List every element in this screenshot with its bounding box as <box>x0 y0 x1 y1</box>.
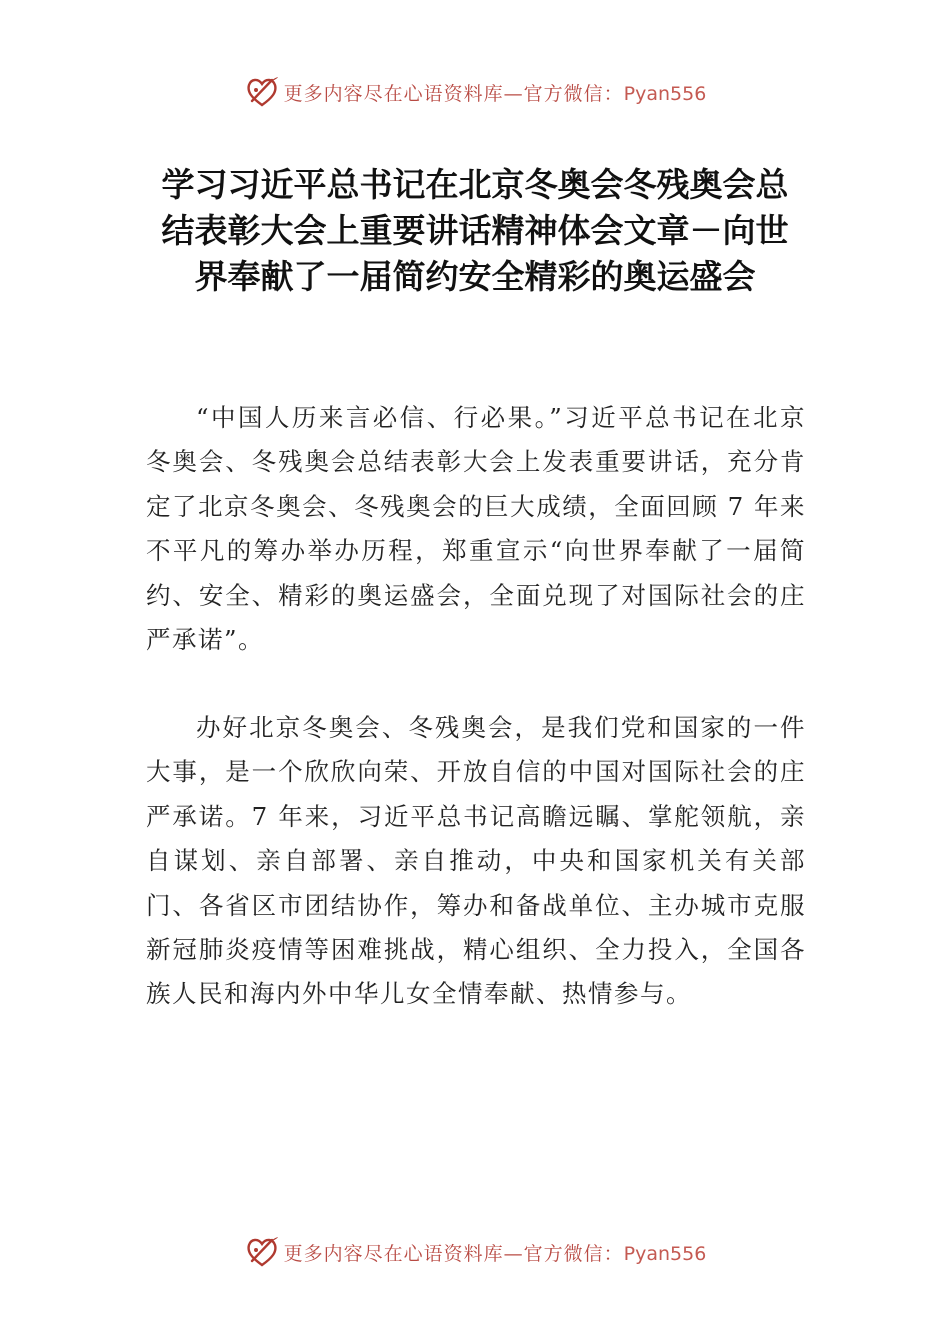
header-banner <box>0 72 950 112</box>
heart-quill-logo-icon <box>244 74 280 110</box>
banner-text: 更多内容尽在心语资料库—官方微信： <box>283 1242 624 1265</box>
wechat-id: Pyan556 <box>623 82 707 105</box>
paragraph: 办好北京冬奥会、冬残奥会，是我们党和国家的一件大事，是一个欣欣向荣、开放自信的中国对国际社会的庄严承诺。7 年来，习近平总书记高瞻远瞩、掌舵领航，亲自谋划、亲自部署、亲自推动，中央和国家机关有关部门、各省区市团结协作，筹办和备战单位、主办城市克服新冠肺炎疫情等困难挑战，精心组织、全力投入，全国各族人民和海内外中华儿女全情奉献、热情参与。 <box>146 713 806 1009</box>
wechat-id: Pyan556 <box>623 1242 707 1265</box>
document-title: 学习习近平总书记在北京冬奥会冬残奥会总结表彰大会上重要讲话精神体会文章－向世界奉献了一届简约安全精彩的奥运盛会 <box>161 165 789 296</box>
footer-banner <box>0 1232 950 1272</box>
banner-text: 更多内容尽在心语资料库—官方微信： <box>283 82 624 105</box>
heart-quill-logo-icon <box>244 1234 280 1270</box>
paragraph: “中国人历来言必信、行必果。”习近平总书记在北京冬奥会、冬残奥会总结表彰大会上发表重要讲话，充分肯定了北京冬奥会、冬残奥会的巨大成绩，全面回顾 7 年来不平凡的筹办举办历程，郑重宣示“向世界奉献了一届简约、安全、精彩的奥运盛会，全面兑现了对国际社会的庄严承诺”。 <box>146 403 806 655</box>
